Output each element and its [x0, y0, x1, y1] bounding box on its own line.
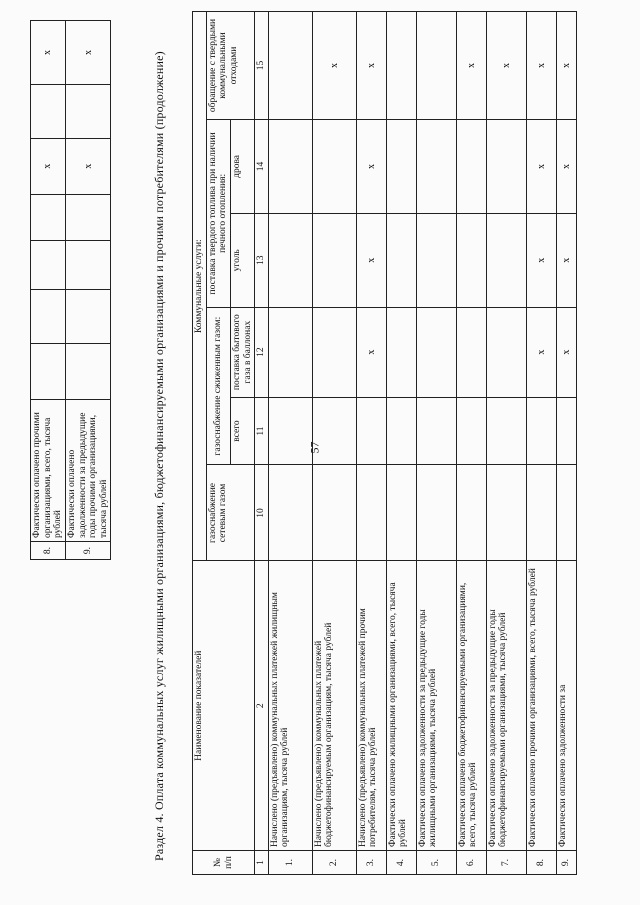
empty-cell [31, 344, 66, 400]
not-applicable-mark: х [65, 21, 111, 85]
empty-cell [526, 465, 556, 561]
main-table [192, 11, 577, 875]
empty-cell [268, 120, 312, 214]
empty-cell [386, 307, 416, 397]
not-applicable-mark: х [31, 21, 66, 85]
column-number: 11 [255, 397, 269, 465]
empty-cell [456, 307, 486, 397]
row-name: Фактически оплачено задолженности за [556, 561, 576, 851]
empty-cell [486, 307, 526, 397]
empty-cell [386, 12, 416, 120]
not-applicable-mark: х [526, 213, 556, 307]
column-number: 2 [255, 561, 269, 851]
not-applicable-mark: х [65, 138, 111, 194]
empty-cell [556, 465, 576, 561]
empty-cell [386, 213, 416, 307]
empty-cell [356, 465, 386, 561]
empty-cell [456, 397, 486, 465]
header-gas-bottle: поставка бытового газа в баллонах [230, 307, 254, 397]
empty-cell [416, 307, 456, 397]
empty-cell [312, 397, 356, 465]
row-name: Начислено (предъявлено) коммунальных платежей бюджетофинансируемым организациям, тысяча рублей [312, 561, 356, 851]
empty-cell [526, 397, 556, 465]
not-applicable-mark: х [556, 12, 576, 120]
table-row [356, 12, 386, 875]
row-number: 3. [356, 851, 386, 875]
row-number: 9. [65, 542, 111, 560]
empty-cell [416, 213, 456, 307]
empty-cell [386, 465, 416, 561]
row-number: 6. [456, 851, 486, 875]
row-number: 9. [556, 851, 576, 875]
not-applicable-mark: х [312, 12, 356, 120]
top-table-row [31, 21, 66, 560]
empty-cell [65, 290, 111, 344]
not-applicable-mark: х [31, 138, 66, 194]
header-solid-fuel: поставка твердого топлива при наличии печного отопления: [206, 120, 230, 308]
not-applicable-mark: х [486, 12, 526, 120]
empty-cell [268, 213, 312, 307]
empty-cell [486, 465, 526, 561]
row-name: Фактически оплачено задолженности за предыдущие годы жилищными организациями, тысяча рублей [416, 561, 456, 851]
table-row [268, 12, 312, 875]
column-number: 12 [255, 307, 269, 397]
empty-cell [456, 120, 486, 214]
empty-cell [268, 465, 312, 561]
column-number: 14 [255, 120, 269, 214]
row-name: Начислено (предъявлено) коммунальных платежей жилищным организациям, тысяча рублей [268, 561, 312, 851]
table-row [526, 12, 556, 875]
empty-cell [268, 397, 312, 465]
header-gas-liquid: газоснабжение сжиженным газом: [206, 307, 230, 465]
not-applicable-mark: х [526, 307, 556, 397]
empty-cell [65, 240, 111, 290]
empty-cell [486, 213, 526, 307]
page-number: 57 [307, 441, 322, 454]
row-name: Фактически оплачено задолженности за предыдущие годы прочими организациями, тысяча рублей [65, 400, 111, 542]
not-applicable-mark: х [456, 12, 486, 120]
row-name: Фактически оплачено бюджетофинансируемыми организациями, всего, тысяча рублей [456, 561, 486, 851]
empty-cell [386, 120, 416, 214]
section-title-text: Раздел 4. Оплата коммунальных услуг жилищными организациями, бюджетофинансируемыми организациями и прочими потребителями (продолжение) [152, 51, 166, 861]
row-name: Начислено (предъявлено) коммунальных платежей прочим потребителям, тысяча рублей [356, 561, 386, 851]
empty-cell [386, 397, 416, 465]
not-applicable-mark: х [356, 120, 386, 214]
row-number: 7. [486, 851, 526, 875]
empty-cell [456, 465, 486, 561]
row-name: Фактически оплачено прочими организациями, всего, тысяча рублей [526, 561, 556, 851]
row-name: Фактически оплачено прочими организациями, всего, тысяча рублей [31, 400, 66, 542]
empty-cell [416, 120, 456, 214]
not-applicable-mark: х [556, 213, 576, 307]
column-number: 1 [255, 851, 269, 875]
empty-cell [31, 84, 66, 138]
row-number: 8. [31, 542, 66, 560]
empty-cell [312, 465, 356, 561]
empty-cell [416, 397, 456, 465]
empty-cell [416, 12, 456, 120]
empty-cell [31, 240, 66, 290]
table-row [416, 12, 456, 875]
column-number: 15 [255, 12, 269, 120]
section-title [152, 11, 168, 861]
column-number: 13 [255, 213, 269, 307]
empty-cell [31, 194, 66, 240]
header-row-1 [193, 12, 207, 875]
empty-cell [486, 120, 526, 214]
table-row [456, 12, 486, 875]
header-gas-network: газоснабжение сетевым газом [206, 465, 255, 561]
empty-cell [268, 307, 312, 397]
header-wood: дрова [230, 120, 254, 214]
empty-cell [312, 307, 356, 397]
row-number: 2. [312, 851, 356, 875]
table-row [556, 12, 576, 875]
empty-cell [356, 397, 386, 465]
empty-cell [486, 397, 526, 465]
table-row [312, 12, 356, 875]
not-applicable-mark: х [526, 12, 556, 120]
table-row [386, 12, 416, 875]
header-coal: уголь [230, 213, 254, 307]
header-name: Наименование показателей [193, 561, 255, 851]
column-number-row [255, 12, 269, 875]
row-number: 8. [526, 851, 556, 875]
empty-cell [416, 465, 456, 561]
top-table [30, 20, 111, 560]
not-applicable-mark: х [356, 12, 386, 120]
empty-cell [456, 213, 486, 307]
empty-cell [31, 290, 66, 344]
row-number: 4. [386, 851, 416, 875]
header-waste: обращение с твердыми коммунальными отходами [206, 12, 255, 120]
top-table-row [65, 21, 111, 560]
empty-cell [312, 120, 356, 214]
row-number: 5. [416, 851, 456, 875]
not-applicable-mark: х [556, 120, 576, 214]
empty-cell [65, 84, 111, 138]
empty-cell [65, 344, 111, 400]
row-number: 1. [268, 851, 312, 875]
header-group: Коммунальные услуги: [193, 12, 207, 561]
empty-cell [312, 213, 356, 307]
header-gas-total: всего [230, 397, 254, 465]
row-name: Фактически оплачено задолженности за предыдущие годы бюджетофинансируемыми организациями, тысяча рублей [486, 561, 526, 851]
empty-cell [556, 397, 576, 465]
empty-cell [65, 194, 111, 240]
row-name: Фактически оплачено жилищными организациями, всего, тысяча рублей [386, 561, 416, 851]
column-number: 10 [255, 465, 269, 561]
header-num: № п/п [193, 851, 255, 875]
not-applicable-mark: х [526, 120, 556, 214]
table-row [486, 12, 526, 875]
not-applicable-mark: х [356, 213, 386, 307]
not-applicable-mark: х [356, 307, 386, 397]
not-applicable-mark: х [556, 307, 576, 397]
empty-cell [268, 12, 312, 120]
